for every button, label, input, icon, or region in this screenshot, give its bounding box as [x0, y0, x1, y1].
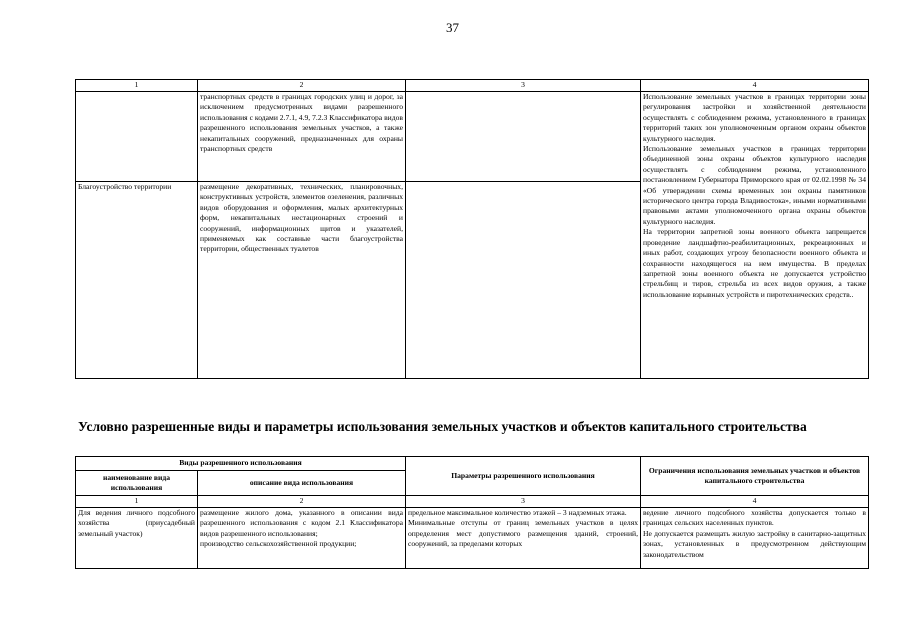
params-header: Параметры разрешенного использования	[406, 457, 641, 496]
use-name-cell: Благоустройство территории	[76, 182, 198, 379]
use-params-cell: предельное максимальное количество этажей – 3 надземных этажа. Минимальные отступы от границ земельных участков в целях определения мест допустимого размещения зданий, строений, сооружений, за пределами которых	[406, 508, 641, 569]
restriction-paragraph: Использование земельных участков в границах территории зоны регулирования застройки и хозяйственной деятельности осуществлять с соблюдением режима, установленного в границах территорий таких зон уполномоченным органом охраны объектов культурного наследия.	[643, 92, 866, 143]
table-row	[76, 92, 869, 182]
table-row	[76, 508, 869, 569]
use-params-cell	[406, 92, 641, 182]
uses-group-header: Виды разрешенного использования	[76, 457, 406, 471]
restriction-paragraph: Использование земельных участков в границах территории объединенной зоны охраны объектов культурного наследия осуществлять с соблюдением режима, установленного постановлением Губернатора Приморского края от 02.02.1998 № 34 «Об утверждении схемы временных зон охраны памятников исторического центра города Владивостока», иными нормативными правовыми актами уполномоченного органа охраны объектов культурного наследия.	[643, 144, 866, 226]
use-restrictions-cell: ведение личного подсобного хозяйства допускается только в границах сельских населенных пунктов. Не допускается размещать жилую застройку в санитарно-защитных зонах, установленных в предусмотренном действующим законодательством	[641, 508, 869, 569]
column-number: 3	[406, 80, 641, 92]
column-number: 2	[198, 80, 406, 92]
column-number: 4	[641, 80, 869, 92]
use-description-cell: размещение декоративных, технических, планировочных, конструктивных устройств, элементов озеленения, различных видов оборудования и оформления, малых архитектурных форм, некапитальных нестационарных строений и сооружений, информационных щитов и указателей, применяемых как составные части благоустройства территории, общественных туалетов	[198, 182, 406, 379]
column-number-row	[76, 80, 869, 92]
use-restrictions-cell	[641, 92, 869, 379]
header-row	[76, 457, 869, 471]
permitted-uses-table	[75, 79, 869, 379]
use-name-cell: Для ведения личного подсобного хозяйства (приусадебный земельный участок)	[76, 508, 198, 569]
use-description-cell: транспортных средств в границах городских улиц и дорог, за исключением предусмотренных видами разрешенного использования с кодами 2.7.1, 4.9, 7.2.3 Классификатора видов разрешенного использования земельных участков, а также некапитальных сооружений, предназначенных для охраны транспортных средств	[198, 92, 406, 182]
use-description-header: описание вида использования	[198, 471, 406, 496]
section-title: Условно разрешенные виды и параметры использования земельных участков и объектов капитального строительства	[78, 419, 807, 434]
use-params-cell	[406, 182, 641, 379]
use-name-header: наименование вида использования	[76, 471, 198, 496]
column-number-row	[76, 496, 869, 508]
use-description-cell: размещение жилого дома, указанного в описании вида разрешенного использования с кодом 2.1 Классификатора видов разрешенного использования; производство сельскохозяйственной продукции;	[198, 508, 406, 569]
column-number: 4	[641, 496, 869, 508]
column-number: 1	[76, 80, 198, 92]
restriction-paragraph: На территории запретной зоны военного объекта запрещается проведение ландшафтно-реабилитационных, рекреационных и иных работ, создающих угрозу безопасности военного объекта и сохранности находящегося на нем имущества. В пределах запретной зоны военного объекта не допускается устройство стрельбищ и тиров, стрельба из всех видов оружия, а также использование взрывных устройств и пиротехнических средств..	[643, 227, 866, 299]
column-number: 3	[406, 496, 641, 508]
column-number: 2	[198, 496, 406, 508]
page-number: 37	[446, 20, 459, 35]
column-number: 1	[76, 496, 198, 508]
conditional-uses-table	[75, 456, 869, 569]
restrictions-header: Ограничения использования земельных участков и объектов капитального строительства	[641, 457, 869, 496]
use-name-cell	[76, 92, 198, 182]
